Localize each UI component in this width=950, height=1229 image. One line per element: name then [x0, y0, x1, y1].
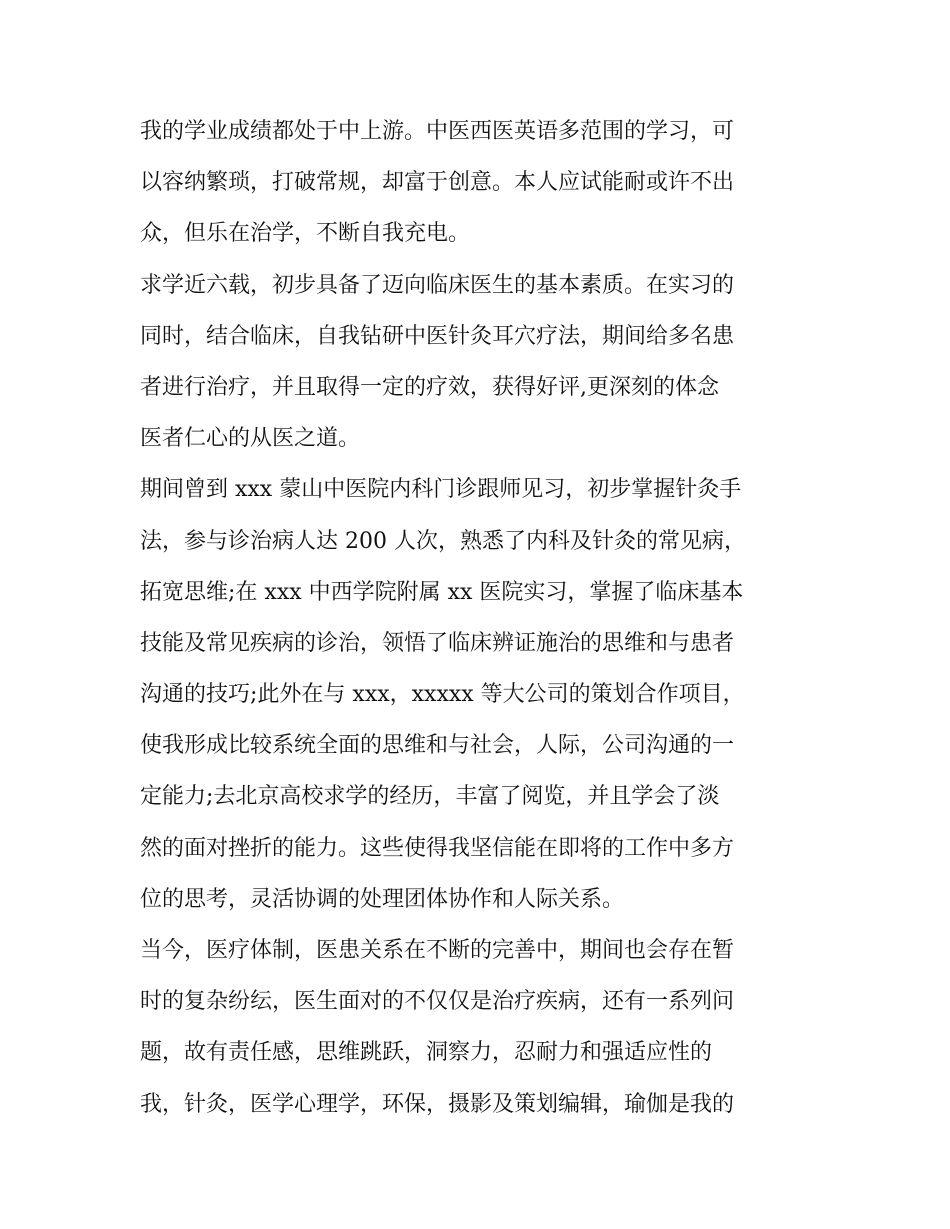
text-line: 位的思考，灵活协调的处理团体协作和人际关系。	[140, 886, 625, 912]
text-line: 时的复杂纷纭，医生面对的不仅仅是治疗疾病，还有一系列问	[140, 989, 735, 1015]
text-line: 医者仁心的从医之道。	[140, 426, 361, 452]
text-line: 定能力;去北京高校求学的经历，丰富了阅览，并且学会了淡	[140, 784, 720, 810]
text-line: 同时，结合临床，自我钻研中医针灸耳穴疗法，期间给多名患	[140, 323, 735, 349]
text-line: 者进行治疗，并且取得一定的疗效，获得好评,更深刻的体念	[140, 374, 719, 400]
text-line: 期间曾到 xxx 蒙山中医院内科门诊跟师见习，初步掌握针灸手	[140, 477, 742, 503]
text-line: 法，参与诊治病人达 200 人次，熟悉了内科及针灸的常见病，	[140, 528, 746, 554]
text-line: 我的学业成绩都处于中上游。中医西医英语多范围的学习，可	[140, 119, 735, 144]
text-line: 拓宽思维;在 xxx 中西学院附属 xx 医院实习，掌握了临床基本	[140, 579, 744, 605]
text-line: 求学近六载，初步具备了迈向临床医生的基本素质。在实习的	[140, 272, 735, 298]
text-line: 以容纳繁琐，打破常规，却富于创意。本人应试能耐或许不出	[140, 170, 735, 196]
text-line: 当今，医疗体制，医患关系在不断的完善中，期间也会存在暂	[140, 938, 735, 963]
text-line: 使我形成比较系统全面的思维和与社会，人际，公司沟通的一	[140, 733, 735, 759]
text-line: 我，针灸，医学心理学，环保，摄影及策划编辑，瑜伽是我的	[140, 1091, 735, 1117]
text-line: 沟通的技巧;此外在与 xxx，xxxxx 等大公司的策划合作项目，	[140, 682, 745, 708]
text-line: 技能及常见疾病的诊治，领悟了临床辨证施治的思维和与患者	[140, 630, 735, 656]
body-text	[140, 106, 820, 1130]
text-line: 题，故有责任感，思维跳跃，洞察力，忍耐力和强适应性的	[140, 1040, 713, 1066]
text-line: 众，但乐在治学，不断自我充电。	[140, 221, 471, 247]
text-line: 然的面对挫折的能力。这些使得我坚信能在即将的工作中多方	[140, 835, 735, 861]
